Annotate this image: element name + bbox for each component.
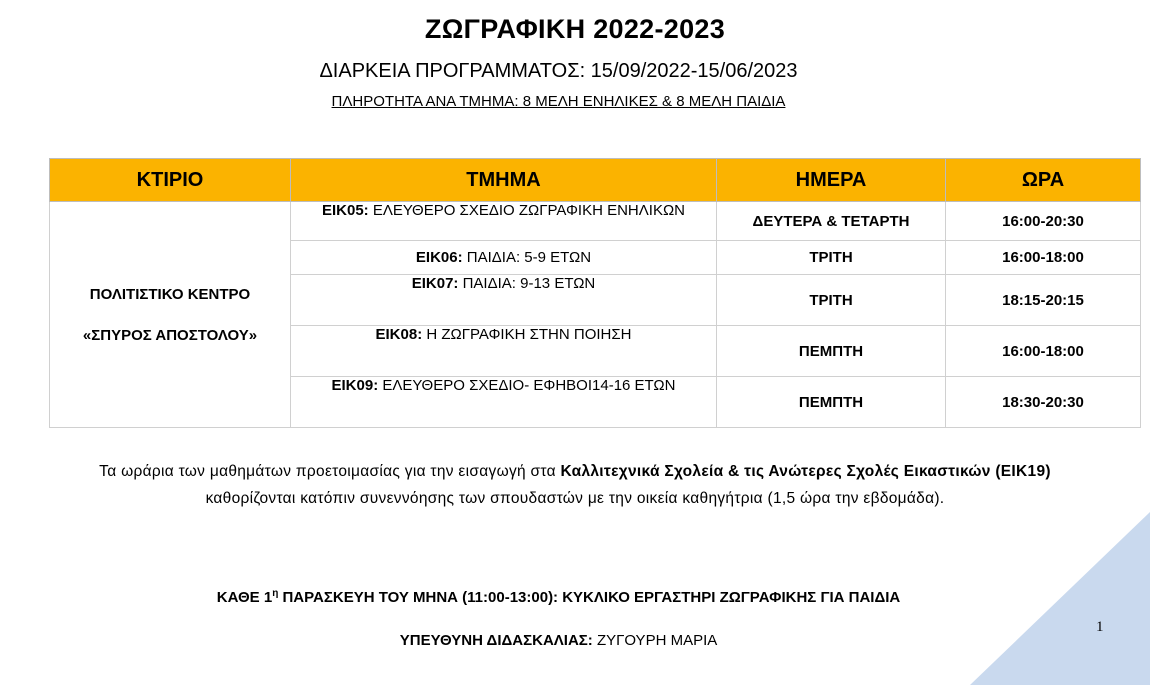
section-code: ΕΙΚ08: (375, 326, 423, 343)
class-capacity: ΠΛΗΡΟΤΗΤΑ ΑΝΑ ΤΜΗΜΑ: 8 ΜΕΛΗ ΕΝΗΛΙΚΕΣ & 8 ΜΕΛΗ ΠΑΙΔΙΑ (331, 93, 786, 110)
day-cell: ΠΕΜΠΤΗ (717, 377, 946, 428)
program-duration: ΔΙΑΡΚΕΙΑ ΠΡΟΓΡΑΜΜΑΤΟΣ: 15/09/2022-15/06/2023 (319, 60, 798, 82)
section-name: ΕΛΕΥΘΕΡΟ ΣΧΕΔΙΟ- ΕΦΗΒΟΙ14-16 ΕΤΩΝ (382, 377, 676, 394)
time-cell: 16:00-18:00 (946, 241, 1141, 275)
building-cell (50, 202, 291, 428)
teacher-name: ΖΥΓΟΥΡΗ ΜΑΡΙΑ (592, 632, 718, 649)
header-section: ΤΜΗΜΑ (291, 159, 717, 202)
building-line-1: ΠΟΛΙΤΙΣΤΙΚΟ ΚΕΝΤΡΟ (89, 285, 251, 303)
schedule-table (49, 158, 1141, 428)
time-cell: 16:00-20:30 (946, 202, 1141, 241)
monthly-workshop (0, 588, 1117, 606)
time-cell: 16:00-18:00 (946, 326, 1141, 377)
monthly-suffix: ΠΑΡΑΣΚΕΥΗ ΤΟΥ ΜΗΝΑ (11:00-13:00): ΚΥΚΛΙΚΟ ΕΡΓΑΣΤΗΡΙ ΖΩΓΡΑΦΙΚΗΣ ΓΙΑ ΠΑΙΔΙΑ (278, 589, 901, 606)
day-cell: ΤΡΙΤΗ (717, 241, 946, 275)
day-cell: ΔΕΥΤΕΡΑ & ΤΕΤΑΡΤΗ (717, 202, 946, 241)
notes-text-2: καθορίζονται κατόπιν συνεννόησης των σπουδαστών με την οικεία καθηγήτρια (1,5 ώρα την εβδομάδα). (205, 490, 945, 507)
section-cell (291, 326, 717, 377)
section-cell (291, 275, 717, 326)
header-day: ΗΜΕΡΑ (717, 159, 946, 202)
time-cell: 18:15-20:15 (946, 275, 1141, 326)
building-line-2: «ΣΠΥΡΟΣ ΑΠΟΣΤΟΛΟΥ» (82, 326, 258, 344)
header-time: ΩΡΑ (946, 159, 1141, 202)
section-cell (291, 377, 717, 428)
header-building: ΚΤΙΡΙΟ (50, 159, 291, 202)
table-row (50, 202, 1141, 241)
teacher-line (0, 632, 1117, 649)
day-cell: ΠΕΜΠΤΗ (717, 326, 946, 377)
day-cell: ΤΡΙΤΗ (717, 275, 946, 326)
teacher-label: ΥΠΕΥΘΥΝΗ ΔΙΔΑΣΚΑΛΙΑΣ: (399, 632, 593, 649)
table-header-row (50, 159, 1141, 202)
monthly-prefix: ΚΑΘΕ 1 (216, 589, 273, 606)
page-number: 1 (1096, 619, 1104, 635)
section-name: ΠΑΙΔΙΑ: 5-9 ΕΤΩΝ (466, 249, 592, 266)
page-title: ΖΩΓΡΑΦΙΚΗ 2022-2023 (424, 14, 726, 44)
section-cell (291, 202, 717, 241)
section-name: ΠΑΙΔΙΑ: 9-13 ΕΤΩΝ (462, 275, 596, 292)
notes-bold: Καλλιτεχνικά Σχολεία & τις Ανώτερες Σχολές Εικαστικών (ΕΙΚ19) (560, 463, 1051, 480)
preparation-notes (90, 458, 1060, 512)
time-cell: 18:30-20:30 (946, 377, 1141, 428)
notes-text-1: Τα ωράρια των μαθημάτων προετοιμασίας για την εισαγωγή στα (99, 463, 561, 480)
section-cell (291, 241, 717, 275)
monthly-superscript: η (272, 588, 279, 599)
section-name: Η ΖΩΓΡΑΦΙΚΗ ΣΤΗΝ ΠΟΙΗΣΗ (426, 326, 632, 343)
section-name: ΕΛΕΥΘΕΡΟ ΣΧΕΔΙΟ ΖΩΓΡΑΦΙΚΗ ΕΝΗΛΙΚΩΝ (372, 202, 686, 219)
section-code: ΕΙΚ05: (321, 202, 369, 219)
section-code: ΕΙΚ06: (415, 249, 463, 266)
section-code: ΕΙΚ07: (411, 275, 459, 292)
section-code: ΕΙΚ09: (331, 377, 379, 394)
